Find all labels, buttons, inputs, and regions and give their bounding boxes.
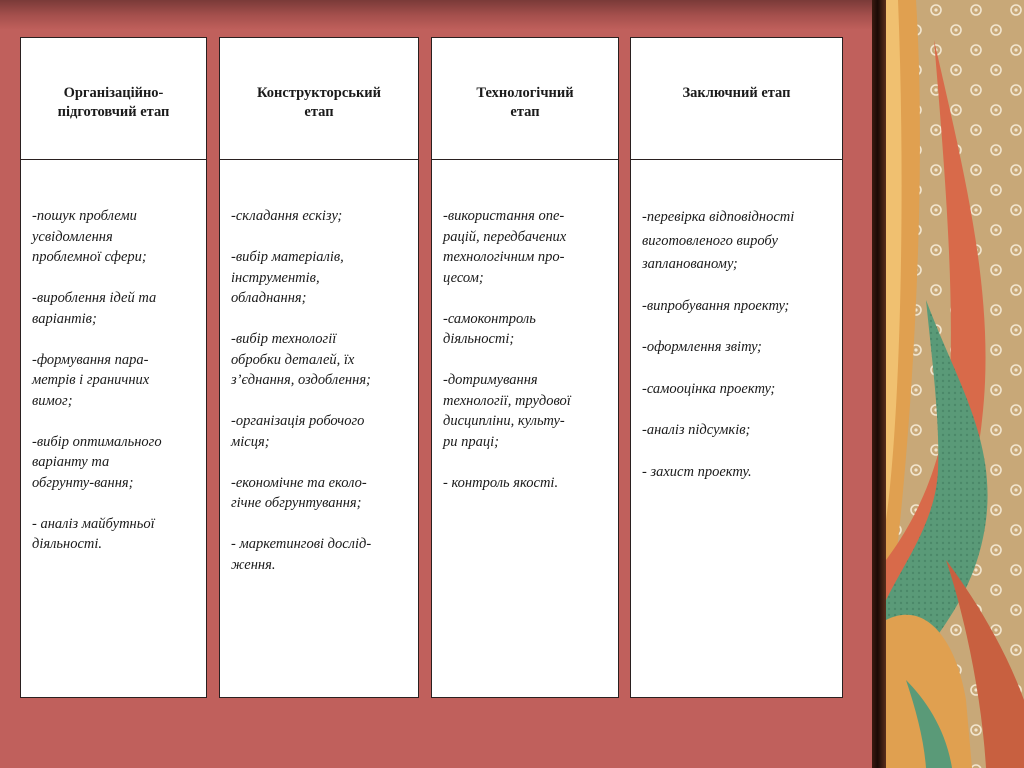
decorative-panel [886, 0, 1024, 768]
column-title: Заключний етап [682, 85, 791, 101]
list-item: -самоконтроль діяльності; [443, 310, 536, 347]
column-body [21, 160, 206, 555]
list-item: -дотримування технології, трудової дисципліни, культу- ри праці; [443, 372, 571, 450]
decorative-art [886, 0, 1024, 768]
list-item: - захист проекту. [642, 463, 752, 480]
top-shadow [0, 0, 880, 30]
list-item: -пошук проблеми усвідомлення проблемної сфери; [32, 208, 147, 265]
list-item: -самооцінка проекту; [642, 380, 776, 397]
column-body [631, 160, 842, 484]
column-header [432, 38, 618, 160]
column-body [432, 160, 618, 493]
column-body [220, 160, 418, 575]
list-item: -перевірка відповідності виготовленого виробу запланованому; [642, 209, 795, 272]
column-design [219, 37, 419, 698]
column-final [630, 37, 843, 698]
column-title: Технологічний етап [476, 85, 574, 120]
list-item: -оформлення звіту; [642, 339, 762, 355]
list-item: -формування пара- метрів і граничних вимог; [32, 351, 150, 409]
list-item: -використання опе- рацій, передбачених технологічним про- цесом; [443, 208, 567, 286]
list-item: -аналіз підсумків; [642, 422, 751, 438]
list-item: -вибір технології обробки деталей, їх з’єднання, оздоблення; [231, 331, 371, 388]
list-item: - маркетингові дослід- ження. [231, 536, 372, 573]
column-organizational [20, 37, 207, 698]
column-title: Організаційно- підготовчий етап [57, 85, 170, 120]
list-item: -складання ескізу; [231, 208, 343, 224]
list-item: -вибір оптимального варіанту та обгрунту-вання; [32, 433, 162, 491]
column-header [220, 38, 418, 160]
list-item: -випробування проекту; [642, 297, 790, 314]
list-item: -вироблення ідей та варіантів; [32, 290, 157, 327]
decor-divider [872, 0, 886, 768]
column-technological [431, 37, 619, 698]
list-item: -вибір матеріалів, інструментів, обладнання; [231, 249, 344, 306]
list-item: -організація робочого місця; [231, 413, 365, 450]
column-header [21, 38, 206, 160]
list-item: - аналіз майбутньої діяльності. [32, 515, 155, 552]
list-item: - контроль якості. [443, 474, 559, 491]
column-title: Конструкторський етап [256, 85, 382, 120]
list-item: -економічне та еколо- гічне обгрунтування; [231, 474, 367, 511]
column-header [631, 38, 842, 160]
